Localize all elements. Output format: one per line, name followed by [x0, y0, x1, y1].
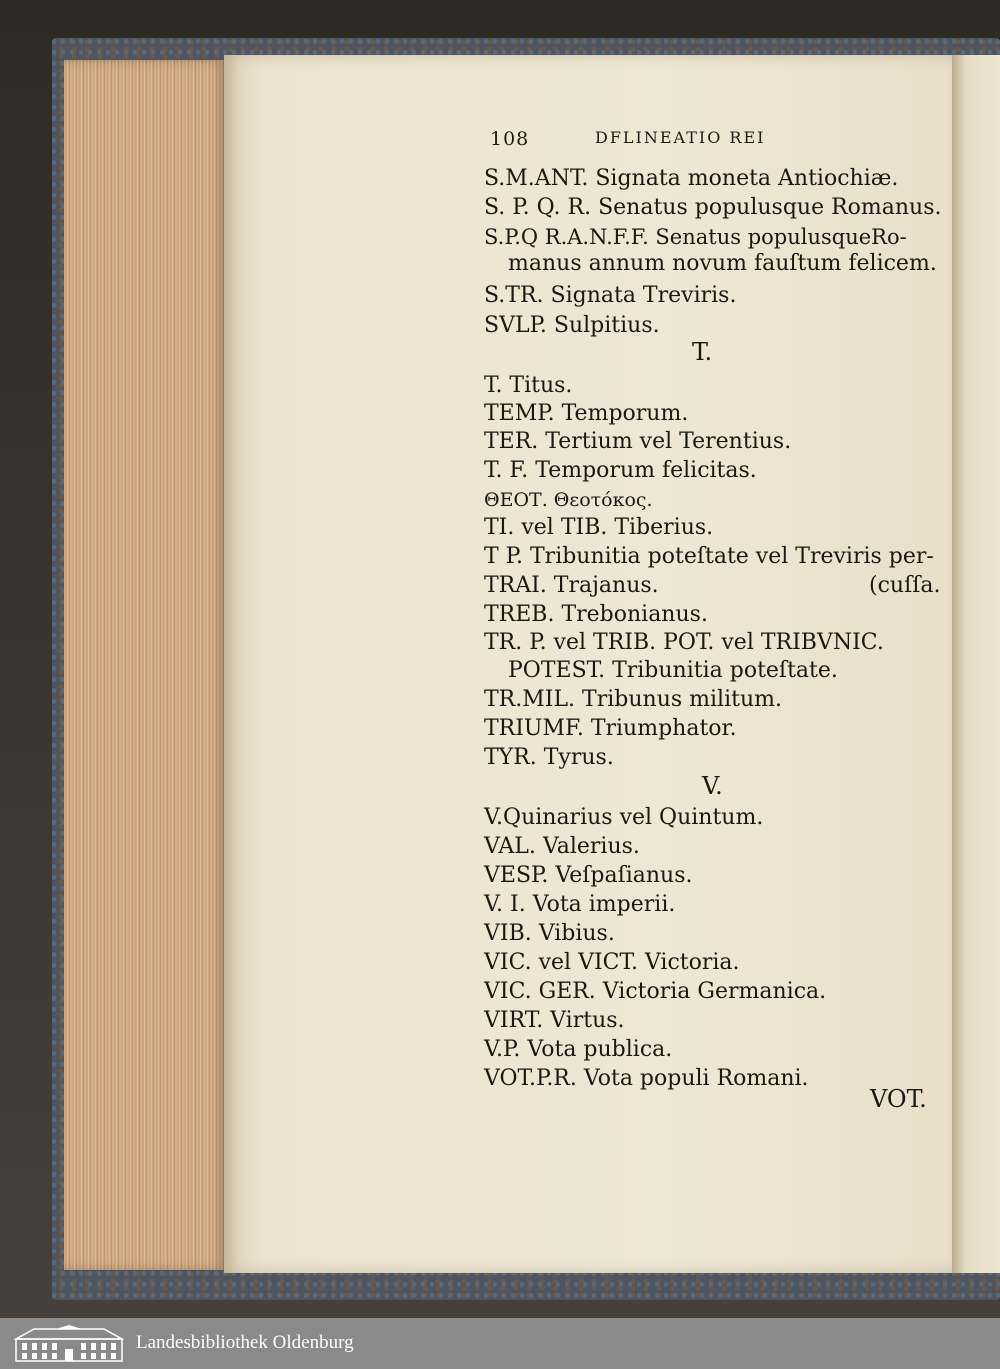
- entry-line: SVLP. Sulpitius.: [484, 313, 660, 338]
- entry-line: VESP. Veſpaſianus.: [484, 863, 693, 888]
- entry-line: T. Titus.: [484, 373, 573, 398]
- library-name: Landesbibliothek Oldenburg: [136, 1332, 354, 1353]
- entry-line: TEMP. Temporum.: [484, 401, 689, 426]
- running-title: DFLINEATIO REI: [595, 128, 766, 147]
- library-building-icon: [14, 1325, 124, 1363]
- entry-line: VIRT. Virtus.: [484, 1008, 625, 1033]
- entry-line: VIB. Vibius.: [484, 921, 615, 946]
- section-letter-t: T.: [692, 338, 713, 366]
- entry-line: S.TR. Signata Treviris.: [484, 283, 737, 308]
- entry-line: VIC. vel VICT. Victoria.: [484, 950, 740, 975]
- entry-line: TI. vel TIB. Tiberius.: [484, 515, 714, 540]
- page-edges: [64, 60, 226, 1270]
- entry-line: V.Quinarius vel Quintum.: [484, 805, 764, 830]
- entry-line: V.P. Vota publica.: [484, 1037, 673, 1062]
- entry-line: S. P. Q. R. Senatus populusque Romanus.: [484, 195, 942, 220]
- page-header: [490, 128, 950, 158]
- entry-line: TRIUMF. Triumphator.: [484, 716, 737, 741]
- catchword: VOT.: [870, 1085, 927, 1113]
- entry-line: TR. P. vel TRIB. POT. vel TRIBVNIC.: [484, 630, 884, 655]
- page-number: 108: [490, 128, 530, 150]
- facing-page-edge: [952, 55, 1000, 1273]
- entry-line: T. F. Temporum felicitas.: [484, 458, 757, 483]
- footer-bar: [0, 1318, 1000, 1369]
- entry-line: VAL. Valerius.: [484, 834, 640, 859]
- entry-line: TER. Tertium vel Terentius.: [484, 429, 792, 454]
- entry-line: ΘΕΟΤ. Θεοτόκος.: [484, 489, 653, 511]
- entry-line: S.M.ANT. Signata moneta Antiochiæ.: [484, 166, 899, 191]
- entry-line: T P. Tribunitia poteſtate vel Treviris per-: [484, 544, 934, 569]
- entry-line: TRAI. Trajanus.: [484, 573, 659, 598]
- entry-line: VOT.P.R. Vota populi Romani.: [484, 1066, 809, 1091]
- entry-line: S.P.Q R.A.N.F.F. Senatus populusqueRo-: [484, 225, 907, 249]
- section-letter-v: V.: [702, 772, 723, 800]
- entry-line: VIC. GER. Victoria Germanica.: [484, 979, 827, 1004]
- entry-line: manus annum novum fauſtum felicem.: [508, 251, 937, 276]
- entry-line: TYR. Tyrus.: [484, 745, 614, 770]
- entry-line: POTEST. Tribunitia poteſtate.: [508, 658, 838, 683]
- entry-line: TREB. Trebonianus.: [484, 602, 708, 627]
- entry-line: TR.MIL. Tribunus militum.: [484, 687, 782, 712]
- turnover-line: (cuſſa.: [869, 573, 941, 598]
- entry-line: V. I. Vota imperii.: [484, 892, 676, 917]
